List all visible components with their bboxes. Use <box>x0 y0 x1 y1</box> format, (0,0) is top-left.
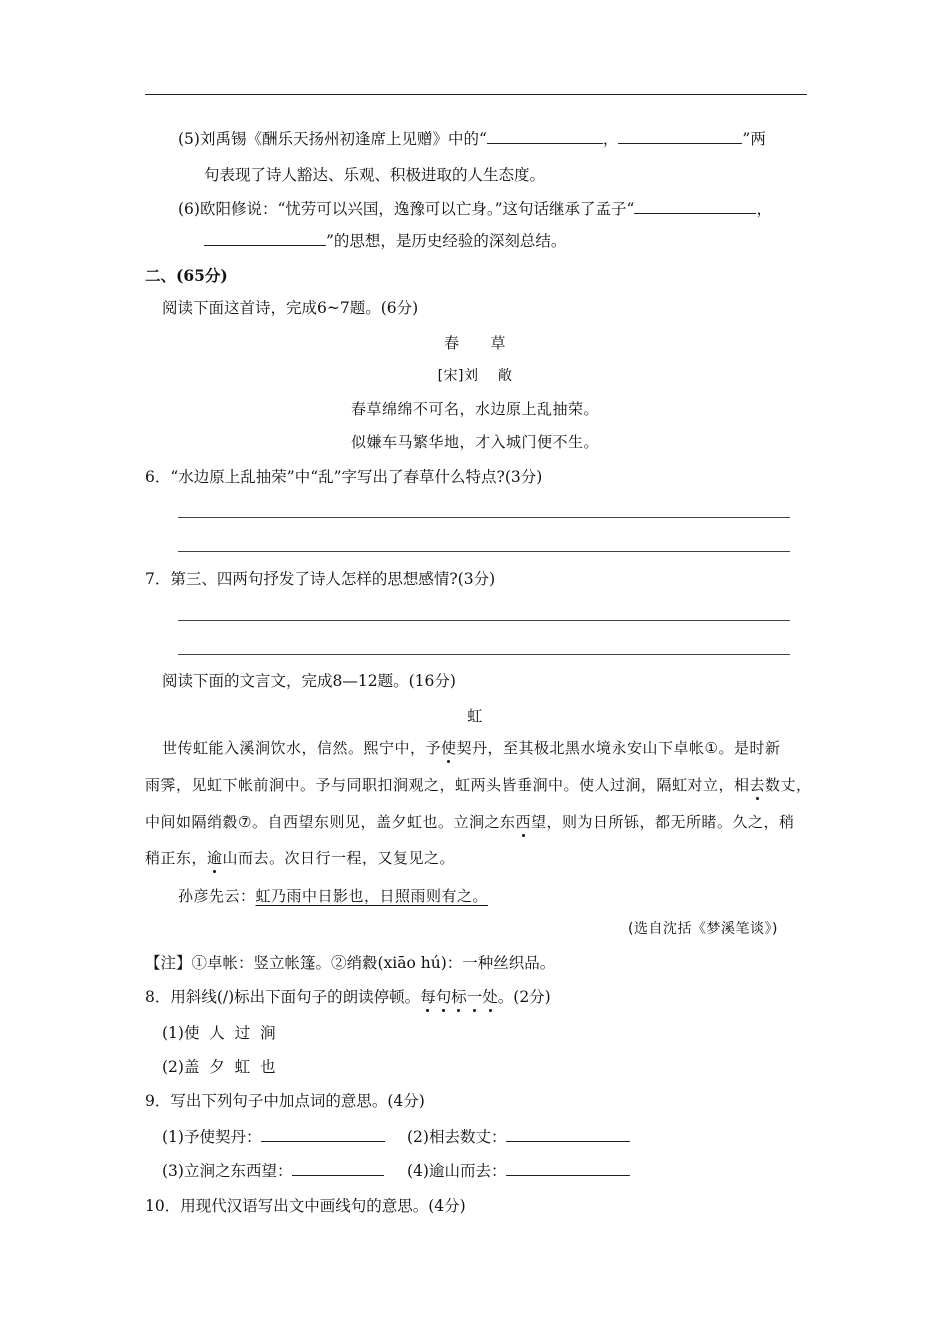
question-6-fill-line-1: (6)欧阳修说：“忧劳可以兴国，逸豫可以亡身。”这句话继承了孟子“ ， <box>178 200 772 218</box>
question-6: 6．“水边原上乱抽荣”中“乱”字写出了春草什么特点?(3分) <box>145 468 543 486</box>
prose-title: 虹 <box>467 707 483 725</box>
answer-blank[interactable] <box>204 230 326 246</box>
prose-instruction: 阅读下面的文言文，完成8—12题。(16分) <box>162 672 456 690</box>
section-2-heading: 二、(65分) <box>145 266 228 285</box>
question-5-line-1: (5)刘禹锡《酬乐天扬州初逢席上见赠》中的“ ， ”两 <box>178 130 766 148</box>
answer-blank[interactable] <box>292 1160 384 1176</box>
poem-instruction: 阅读下面这首诗，完成6~7题。(6分) <box>162 299 419 317</box>
emphasis-dot-word: 一 <box>466 988 483 1006</box>
prose-quote-line: 孙彦先云：虹乃雨中日影也，日照雨则有之。 <box>178 887 489 905</box>
answer-blank[interactable] <box>506 1160 630 1176</box>
emphasis-dot-word: 每 <box>420 988 436 1006</box>
answer-blank[interactable] <box>487 128 603 144</box>
answer-blank[interactable] <box>261 1126 385 1142</box>
question-9-item-4: (4)逾山而去： <box>407 1160 630 1181</box>
prose-source: (选自沈括《梦溪笔谈》) <box>628 921 778 937</box>
poem-line-2: 似嫌车马繁华地，才入城门便不生。 <box>350 433 599 451</box>
poem-author: [宋]刘 敞 <box>437 368 513 384</box>
emphasis-dot-word: 逾 <box>207 849 223 867</box>
answer-line[interactable] <box>178 620 790 621</box>
answer-line[interactable] <box>178 517 790 518</box>
answer-line[interactable] <box>178 654 790 655</box>
question-9-item-2: (2)相去数丈： <box>407 1126 630 1147</box>
question-9: 9．写出下列句子中加点词的意思。(4分) <box>145 1092 425 1110</box>
prose-line-3: 中间如隔绡縠⑦。自西望东则见，盖夕虹也。立涧之东西望，则为日所铄，都无所睹。久之，稍 <box>145 813 795 831</box>
emphasis-dot-word: 使 <box>441 739 457 757</box>
question-7: 7．第三、四两句抒发了诗人怎样的思想感情?(3分) <box>145 570 496 588</box>
question-8-item-2: (2)盖 夕 虹 也 <box>162 1058 276 1076</box>
poem-title: 春 草 <box>443 334 506 352</box>
header-rule <box>145 94 807 95</box>
annotation-note: 【注】①卓帐：竖立帐篷。②绡縠(xiāo hú)：一种丝织品。 <box>145 954 556 972</box>
question-10: 10．用现代汉语写出文中画线句的意思。(4分) <box>145 1197 466 1215</box>
underlined-sentence: 虹乃雨中日影也，日照雨则有之。 <box>255 887 489 905</box>
prose-line-4: 稍正东，逾山而去。次日行一程，又复见之。 <box>145 849 456 867</box>
emphasis-dot-word: 标 <box>451 988 467 1006</box>
answer-line[interactable] <box>178 551 790 552</box>
question-6-fill-line-2: ”的思想，是历史经验的深刻总结。 <box>204 230 566 251</box>
emphasis-dot-word: 句 <box>435 988 452 1006</box>
answer-blank[interactable] <box>634 198 756 214</box>
question-9-item-1: (1)予使契丹： <box>162 1126 385 1147</box>
emphasis-dot-word: 去 <box>749 776 766 794</box>
poem-line-1: 春草绵绵不可名，水边原上乱抽荣。 <box>350 400 599 418</box>
emphasis-dot-word: 西 <box>515 813 531 831</box>
emphasis-dot-word: 处 <box>482 988 498 1006</box>
question-5-line-2: 句表现了诗人豁达、乐观、积极进取的人生态度。 <box>204 166 546 184</box>
answer-blank[interactable] <box>506 1126 630 1142</box>
answer-blank[interactable] <box>618 128 742 144</box>
question-9-item-3: (3)立涧之东西望： <box>162 1160 384 1181</box>
question-8-item-1: (1)使 人 过 涧 <box>162 1024 276 1042</box>
prose-line-1: 世传虹能入溪涧饮水，信然。熙宁中，予使契丹，至其极北黑水境永安山下卓帐①。是时新 <box>162 739 781 757</box>
prose-line-2: 雨霁，见虹下帐前涧中。予与同职扣涧观之，虹两头皆垂涧中。使人过涧，隔虹对立，相去数丈， <box>145 776 812 794</box>
question-8: 8．用斜线(/)标出下面句子的朗读停顿。每句标一处。(2分) <box>145 988 551 1006</box>
